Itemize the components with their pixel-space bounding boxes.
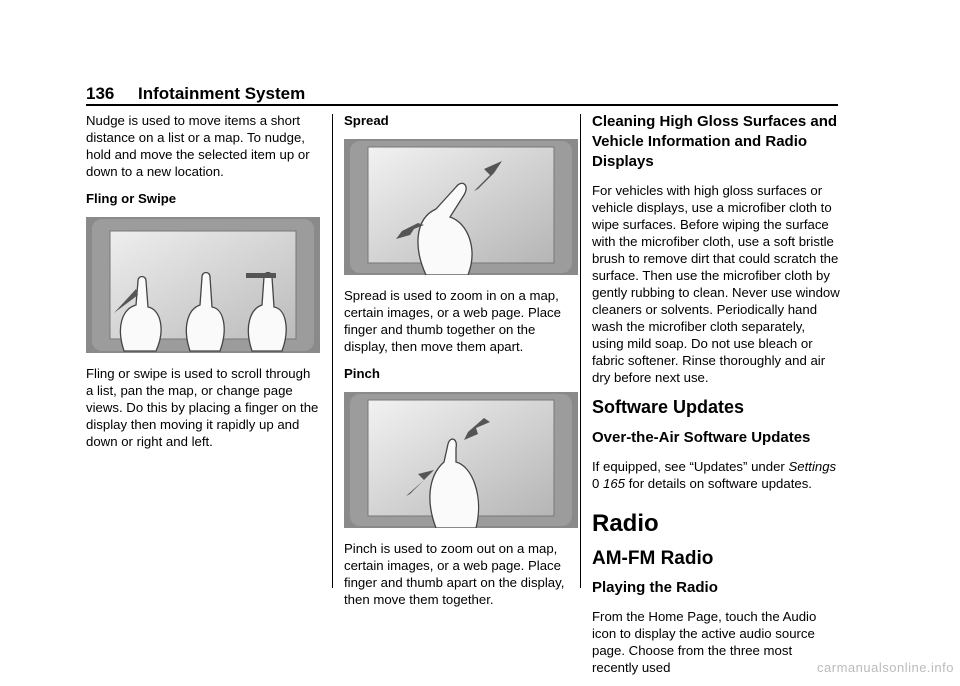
middle-column (344, 112, 578, 618)
playing-heading: Playing the Radio (592, 579, 718, 596)
pinch-paragraph: Pinch is used to zoom out on a map, certain images, or a web page. Place finger and thumb apart on the display, then move them together. (344, 541, 565, 607)
cleaning-paragraph: For vehicles with high gloss surfaces or vehicle displays, use a microfiber cloth to wipe surfaces. Before wiping the surface with the microfiber cloth, use a soft bristle brush to remove dirt that could scratch the surface. Then use the microfiber cloth by gently rubbing to clean. Never use window cleaners or solvents. Periodically hand wash the microfiber cloth separately, using mild soap. Do not use bleach or fabric softener. Rinse thoroughly and air dry before next use. (592, 183, 840, 385)
pinch-label: Pinch (344, 366, 380, 381)
fling-illustration (86, 217, 320, 353)
page-ref-link[interactable]: 165 (603, 476, 626, 491)
nudge-paragraph: Nudge is used to move items a short distance on a list or a map. To nudge, hold and move the selected item up or down to a new location. (86, 113, 310, 179)
amfm-heading: AM-FM Radio (592, 548, 714, 569)
settings-ref: Settings (788, 459, 837, 474)
spread-paragraph: Spread is used to zoom in on a map, certain images, or a web page. Place finger and thumb together on the display, then move them apart. (344, 288, 561, 354)
right-column (592, 112, 840, 686)
page-number: 136 (86, 84, 115, 103)
ota-heading: Over-the-Air Software Updates (592, 429, 811, 446)
header-rule (86, 104, 838, 106)
fling-label: Fling or Swipe (86, 191, 177, 206)
cleaning-heading: Cleaning High Gloss Surfaces and Vehicle Information and Radio Displays (592, 113, 838, 170)
ota-paragraph: If equipped, see “Updates” under Settings 0 165 for details on software updates. (592, 459, 837, 491)
spread-illustration (344, 139, 578, 275)
page-header (86, 84, 838, 106)
watermark: carmanualsonline.info (817, 660, 954, 675)
pinch-illustration (344, 392, 578, 528)
fling-paragraph: Fling or swipe is used to scroll through a list, pan the map, or change page views. Do this by placing a finger on the display then moving it rapidly up and down or right and left. (86, 366, 319, 449)
column-divider-1 (332, 114, 333, 588)
radio-heading: Radio (592, 510, 659, 537)
playing-paragraph: From the Home Page, touch the Audio icon to display the active audio source page. Choose from the three most recently used (592, 609, 817, 675)
software-updates-heading: Software Updates (592, 397, 745, 417)
column-divider-2 (580, 114, 581, 588)
left-column (86, 112, 320, 460)
page-title: Infotainment System (138, 84, 306, 103)
page-ref-icon: 0 (592, 476, 600, 491)
spread-label: Spread (344, 113, 389, 128)
